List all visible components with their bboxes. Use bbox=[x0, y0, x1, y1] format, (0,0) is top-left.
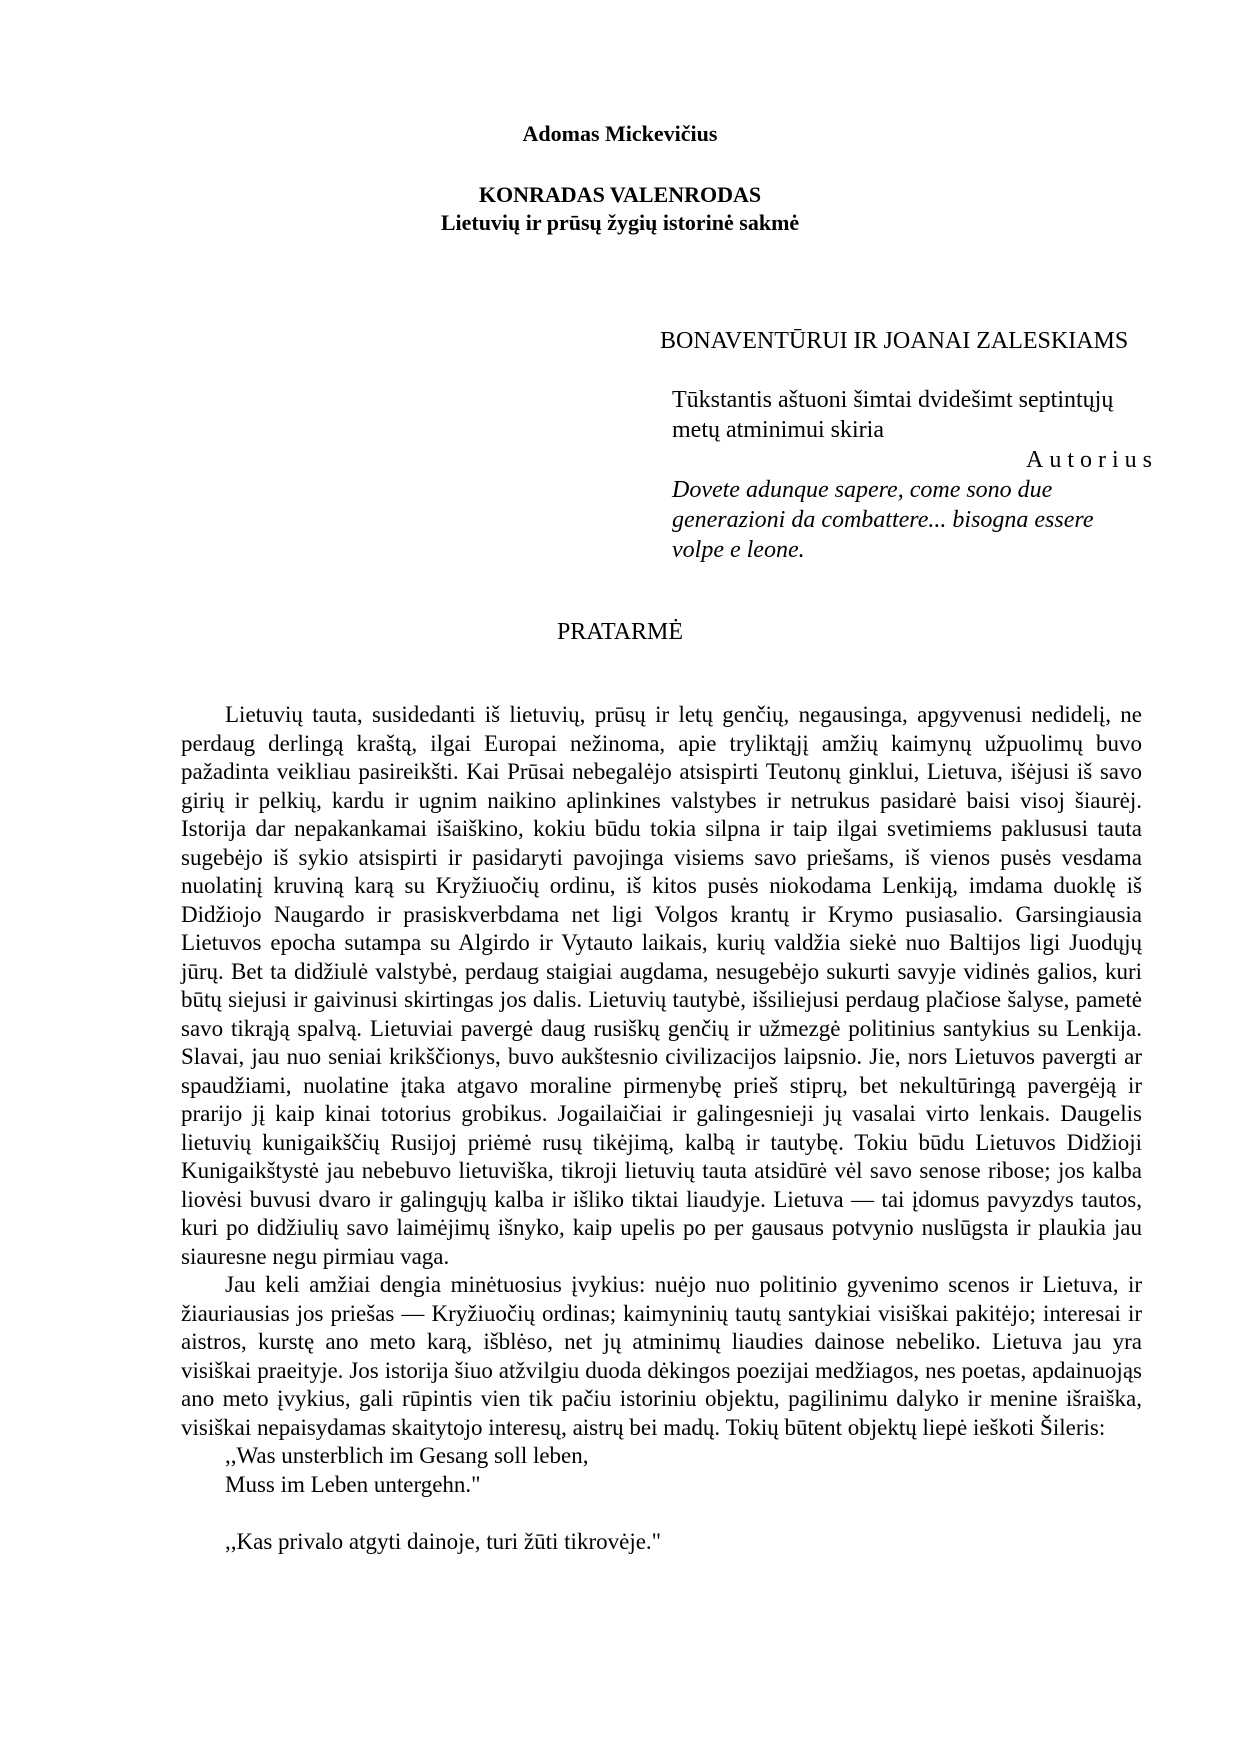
dedication-block bbox=[672, 385, 1158, 565]
dedication-line-2: metų atminimui skiria bbox=[672, 417, 884, 443]
dedication-signature: Autorius bbox=[1026, 447, 1158, 473]
preface-paragraph-1: Lietuvių tauta, susidedanti iš lietuvių, prūsų ir letų genčių, negausinga, apgyvenusi nedidelį, ne perdaug derlingą kraštą, ilgai Europai nežinoma, apie tryliktąjį amžių kaimynų užpuolimų buvo pažadinta veikliau pasireikšti. Kai Prūsai nebegalėjo atsispirti Teutonų ginklui, Lietuva, išėjusi iš savo girių ir pelkių, kardu ir ugnim naikino aplinkines valstybes ir netrukus pasidarė baisi visoj šiaurėj. Istorija dar nepakankamai išaiškino, kokiu būdu tokia silpna ir taip ilgai svetimiems paklususi tauta sugebėjo iš sykio atsispirti ir pasidaryti pavojinga visiems savo priešams, iš vienos pusės vesdama nuolatinį kruviną karą su Kryžiuočių ordinu, iš kitos pusės niokodama Lenkiją, imdama duoklę iš Didžiojo Naugardo ir prasiskverbdama net ligi Volgos krantų ir Krymo pusiasalio. Garsingiausia Lietuvos epocha sutampa su Algirdo ir Vytauto laikais, kurių valdžia siekė nuo Baltijos ligi Juodųjų jūrų. Bet ta didžiulė valstybė, perdaug staigiai augdama, nesugebėjo sukurti savyje vidinės galios, kuri būtų siejusi ir gaivinusi skirtingas jos dalis. Lietuvių tautybė, išsiliejusi perdaug plačiose šalyse, pametė savo tikrąją spalvą. Lietuviai pavergė daug rusiškų genčių ir užmezgė politinius santykius su Lenkija. Slavai, jau nuo seniai krikščionys, buvo aukštesnio civilizacijos laipsnio. Jie, nors Lietuvos pavergti ar spaudžiami, nuolatine įtaka atgavo moraline pirmenybę prieš stiprų, bet nekultūringą pavergėją ir prarijo jį kaip kinai totorius grobikus. Jogailaičiai ir galingesnieji jų vasalai virto lenkais. Daugelis lietuvių kunigaikščių Rusijoj priėmė rusų tikėjimą, kalbą ir tautybę. Tokiu būdu Lietuvos Didžioji Kunigaikštystė jau nebebuvo lietuviška, tikroji lietuvių tauta atsidūrė vėl savo senose ribose; jos kalba liovėsi buvusi dvaro ir galingųjų kalba ir išliko tiktai liaudyje. Lietuva — tai įdomus pavyzdys tautos, kuri po didžiulių savo laimėjimų išnyko, kaip upelis po per gausaus potvynio nuslūgsta ir plaukia jau siauresne negu pirmiau vaga. bbox=[181, 702, 1142, 1269]
epigraph-line-2: generazioni da combattere... bisogna essere bbox=[672, 507, 1094, 533]
book-subtitle: Lietuvių ir prūsų žygių istorinė sakmė bbox=[440, 210, 800, 235]
book-title: KONRADAS VALENRODAS bbox=[478, 182, 762, 207]
preface-paragraph-2: Jau keli amžiai dengia minėtuosius įvykius: nuėjo nuo politinio gyvenimo scenos ir Lietuva, ir žiauriausias jos priešas — Kryžiuočių ordinas; kaimyninių tautų santykiai visiškai pakitėjo; interesai ir aistros, kurstę ano meto karą, išblėso, net jų atminimų liaudies dainose nebeliko. Lietuva jau yra visiškai praeityje. Jos istorija šiuo atžvilgiu duoda dėkingos poezijai medžiagos, nes poetas, apdainuojąs ano meto įvykius, gali rūpintis vien tik pačiu istoriniu objektu, pagilinimu dalyko ir menine išraiška, visiškai nepaisydamas skaitytojo interesų, aistrų bei madų. Tokių būtent objektų liepė ieškoti Šileris: bbox=[181, 1272, 1142, 1440]
quote-spacer bbox=[225, 1499, 1142, 1528]
author-name: Adomas Mickevičius bbox=[522, 121, 718, 146]
dedication-heading: BONAVENTŪRUI IR JOANAI ZALESKIAMS bbox=[660, 328, 1129, 354]
schiller-quote bbox=[225, 1442, 1142, 1556]
dedication-line-1: Tūkstantis aštuoni šimtai dvidešimt septintųjų bbox=[672, 387, 1114, 413]
epigraph-line-1: Dovete adunque sapere, come sono due bbox=[672, 477, 1053, 503]
epigraph-line-3: volpe e leone. bbox=[672, 537, 805, 563]
quote-line-1: ,,Was unsterblich im Gesang soll leben, bbox=[225, 1443, 589, 1468]
quote-translation: ,,Kas privalo atgyti dainoje, turi žūti tikrovėje." bbox=[225, 1528, 662, 1554]
preface-body bbox=[181, 701, 1142, 1556]
quote-line-2: Muss im Leben untergehn." bbox=[225, 1471, 481, 1497]
preface-heading: PRATARMĖ bbox=[556, 619, 684, 645]
